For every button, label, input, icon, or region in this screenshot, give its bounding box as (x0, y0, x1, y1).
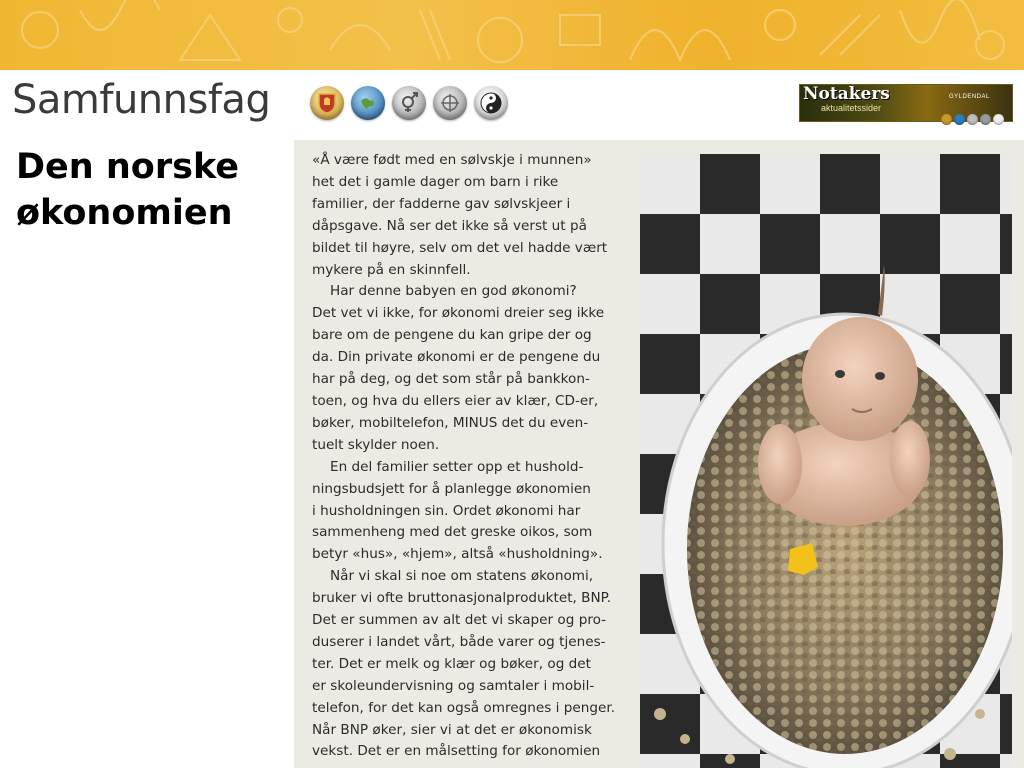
mini-coin-icon (980, 114, 991, 125)
text-line: vekst. Det er en målsetting for økonomien (312, 743, 601, 760)
text-line: dåpsgave. Nå ser det ikke så verst ut på (312, 217, 587, 234)
notakers-name: Notakers (803, 84, 890, 104)
textbook-text (312, 150, 624, 763)
text-line: Det er summen av alt det vi skaper og pro- (312, 612, 607, 629)
coin-icon[interactable] (433, 86, 467, 120)
text-line: En del familier setter opp et hushold- (330, 458, 584, 475)
text-line: bøker, mobiltelefon, MINUS det du even- (312, 414, 589, 431)
norway-coat-of-arms-icon[interactable] (310, 86, 344, 120)
subject-icon-row (310, 86, 508, 120)
baby-photo-illustration (640, 154, 1012, 768)
text-line: Det vet vi ikke, for økonomi dreier seg ikke (312, 305, 605, 322)
text-line: betyr «hus», «hjem», altså «husholdning». (312, 546, 603, 563)
text-line: bildet til høyre, selv om det vel hadde vært (312, 239, 608, 256)
mini-gender-icon (967, 114, 978, 125)
text-line: bare om de pengene du kan gripe der og (312, 327, 592, 344)
text-line: tuelt skylder noen. (312, 436, 440, 453)
banner-doodles-icon (0, 0, 1024, 70)
mini-yin-yang-icon (993, 114, 1004, 125)
globe-icon[interactable] (351, 86, 385, 120)
text-line: bruker vi ofte bruttonasjonalproduktet, BNP. (312, 590, 612, 607)
notakers-logo[interactable] (799, 84, 1011, 128)
course-title: Samfunnsfag (12, 77, 271, 123)
mini-globe-icon (954, 114, 965, 125)
text-line: har på deg, og det som står på bankkon- (312, 371, 590, 388)
text-line: duserer i landet vårt, både varer og tjenes- (312, 633, 606, 650)
text-line: Når BNP øker, sier vi at det er økonomisk (312, 721, 592, 738)
mini-coat-of-arms-icon (941, 114, 952, 125)
top-banner (0, 0, 1024, 70)
text-line: telefon, for det kan også omregnes i penger. (312, 699, 616, 716)
text-line: toen, og hva du ellers eier av klær, CD-er, (312, 392, 599, 409)
text-line: «Å være født med en sølvskje i munnen» (312, 152, 592, 168)
gender-symbol-icon[interactable] (392, 86, 426, 120)
gyldendal-label: GYLDENDAL (949, 94, 990, 100)
text-line: Når vi skal si noe om statens økonomi, (330, 568, 594, 585)
text-line: familier, der fadderne gav sølvskjeer i (312, 195, 571, 212)
text-line: sammenheng med det greske oikos, som (312, 524, 593, 541)
slide-title-line-1: Den norske (16, 147, 240, 187)
slide-title-line-2: økonomien (16, 193, 233, 233)
text-line: ter. Det er melk og klær og bøker, og det (312, 655, 591, 672)
notakers-subtitle: aktualitetssider (821, 103, 882, 113)
text-line: Har denne babyen en god økonomi? (330, 283, 577, 300)
notakers-mini-icons (941, 114, 1004, 125)
text-line: het det i gamle dager om barn i rike (312, 173, 559, 190)
slide-title (16, 144, 286, 236)
text-line: da. Din private økonomi er de pengene du (312, 349, 601, 366)
text-line: er skoleundervisning og samtaler i mobil- (312, 677, 595, 694)
text-line: mykere på en skinnfell. (312, 261, 471, 278)
text-line: i husholdningen sin. Ordet økonomi har (312, 502, 581, 519)
yin-yang-icon[interactable] (474, 86, 508, 120)
baby-in-coins-photo (640, 154, 1012, 768)
text-line: ningsbudsjett for å planlegge økonomien (312, 480, 591, 497)
